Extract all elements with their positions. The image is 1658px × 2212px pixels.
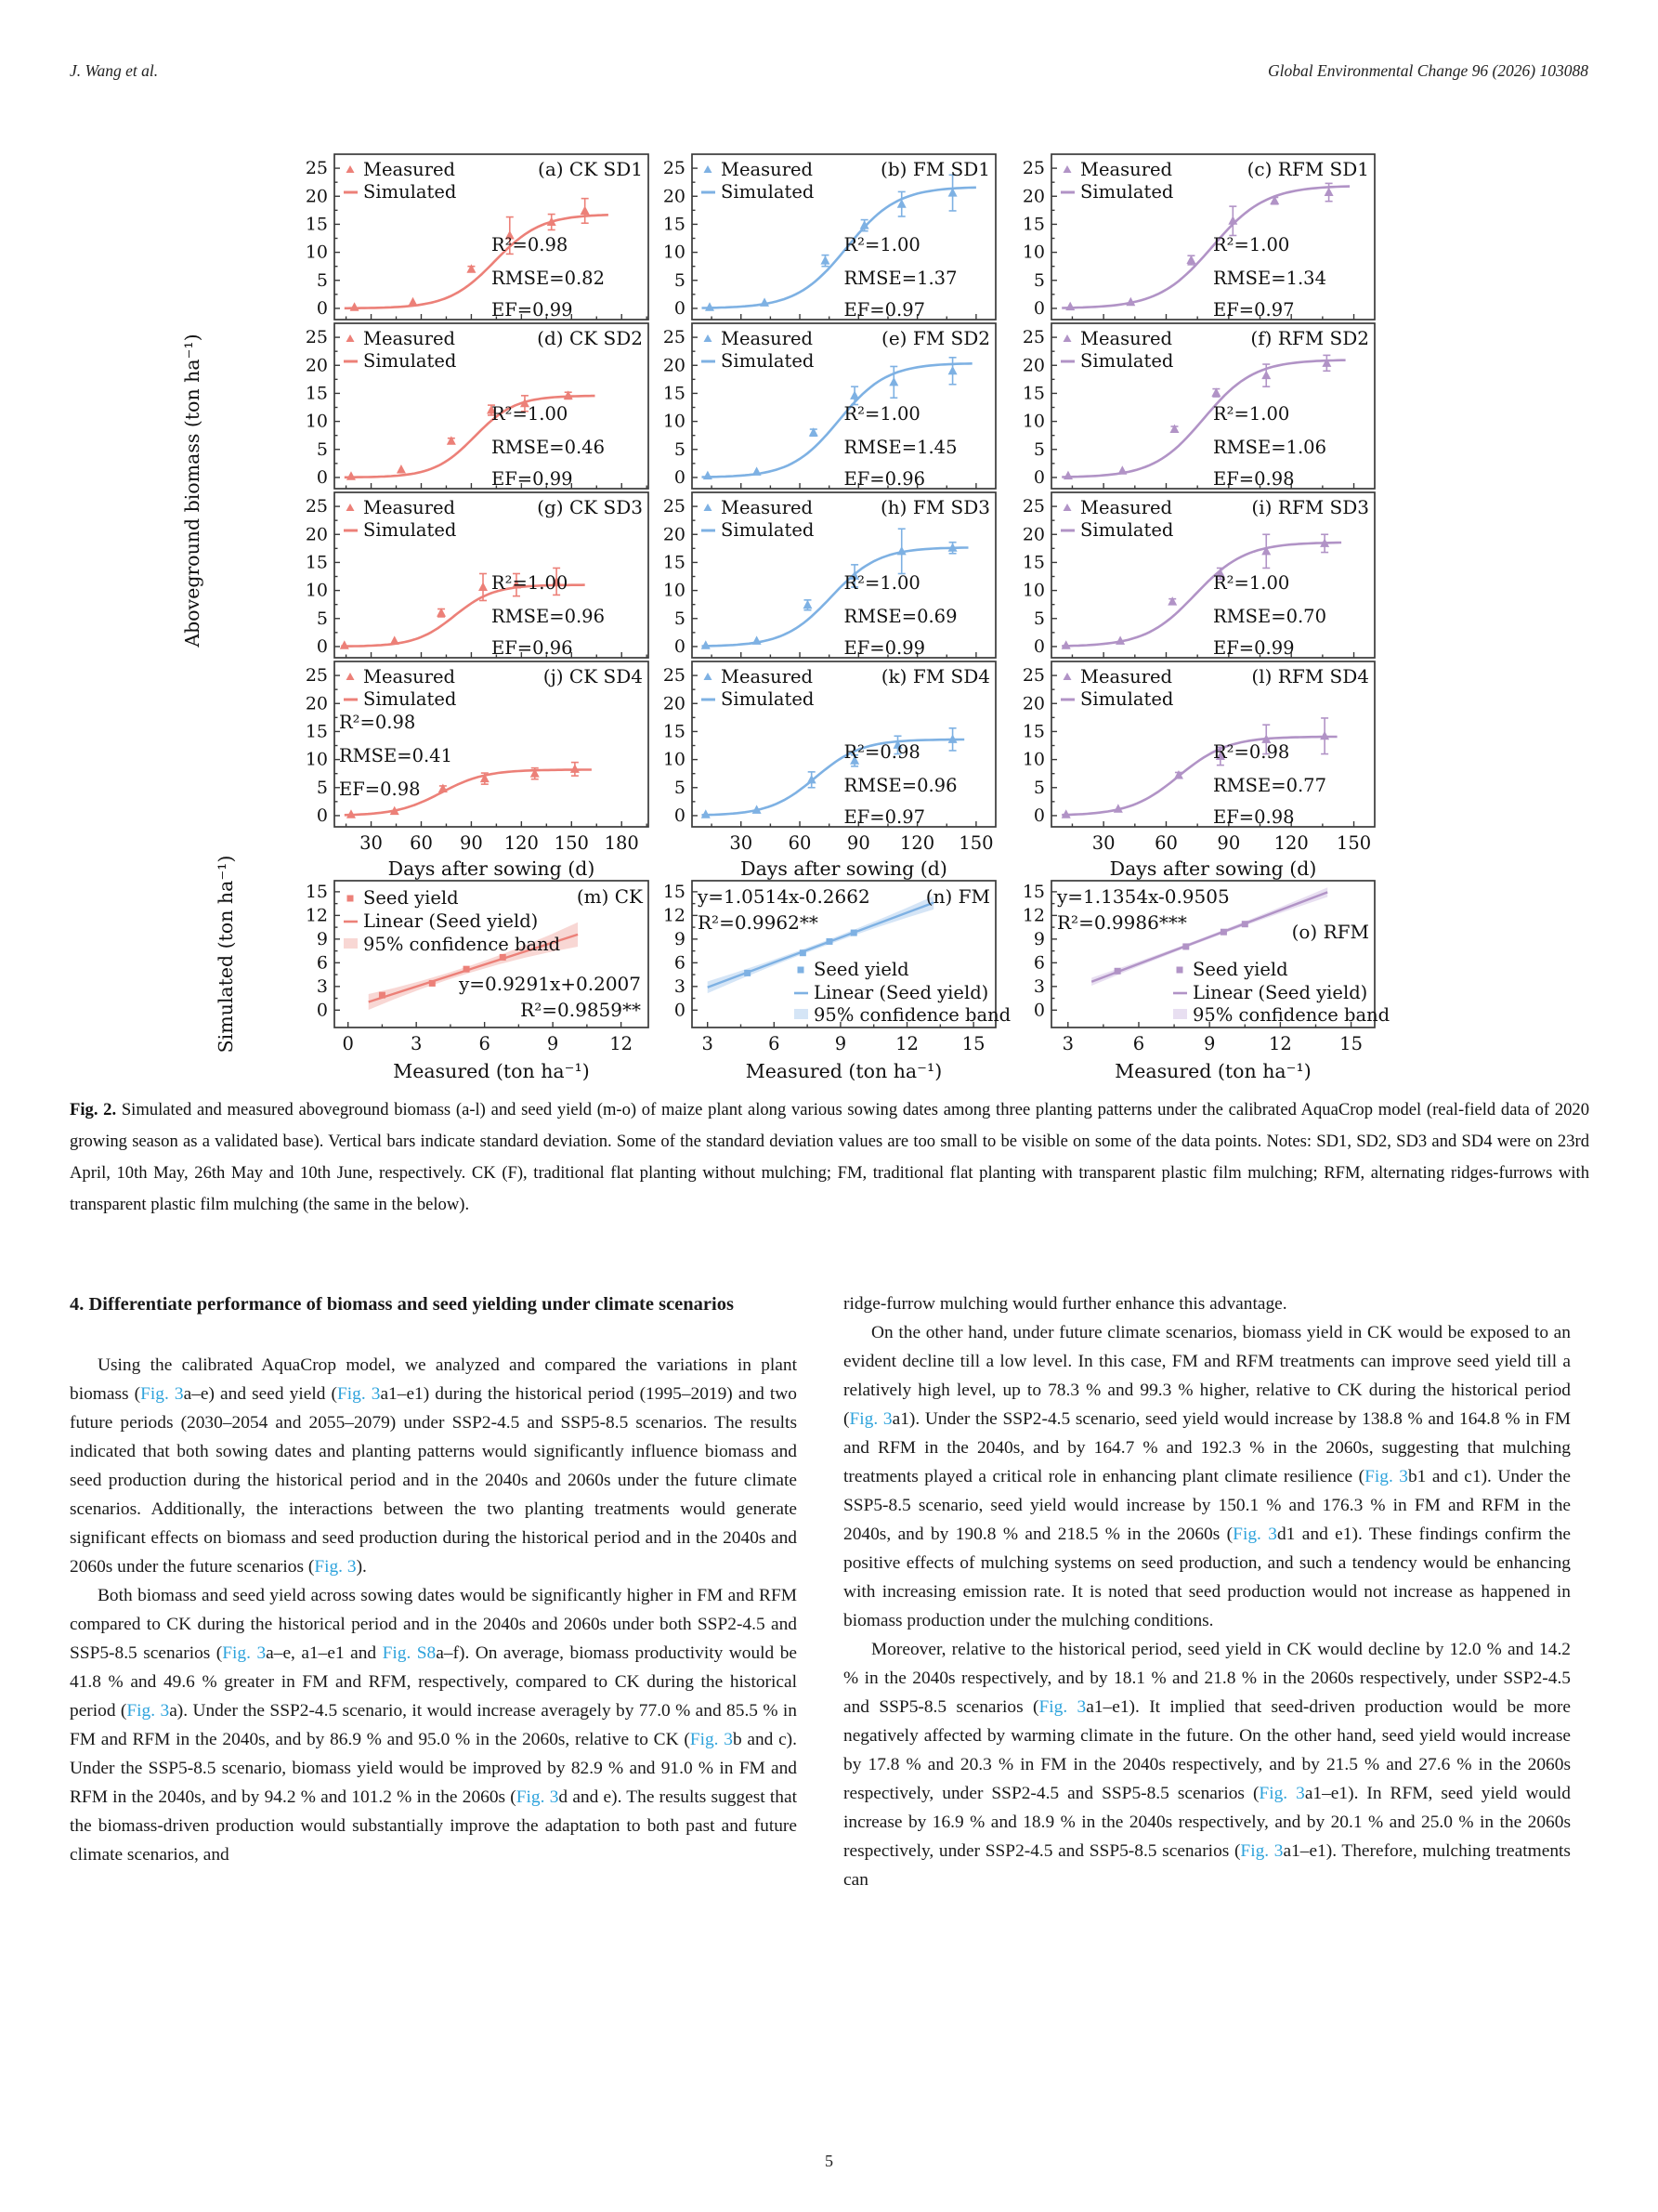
paragraph: Both biomass and seed yield across sowing dates would be significantly higher in FM and RFM compared to CK during the historical period and in the 2040s and 2060s under both SSP2-4.5 and SSP5-8.5 scenarios (Fig. 3a–e, a1–e1 and Fig. S8a–f). On average, biomass productivity would be 41.8 % and 49.6 % greater in FM and RFM, respectively, compared to CK during the historical period (Fig. 3a). Under the SSP2-4.5 scenario, it would increase averagely by 77.0 % and 85.5 % in FM and RFM in the 2040s, and by 86.9 % and 95.0 % in the 2060s, relative to CK (Fig. 3b and c). Under the SSP5-8.5 scenario, biomass yield would be improved by 82.9 % and 91.0 % in FM and RFM in the 2040s, and by 94.2 % and 101.2 % in the 2060s (Fig. 3d and e). The results suggest that the biomass-driven production would substantially improve the adaptation to both past and future climate scenarios, and	[70, 1586, 797, 1865]
figure-reference-link[interactable]: Fig. 3	[336, 1384, 381, 1404]
svg-text:60: 60	[410, 832, 433, 854]
svg-text:9: 9	[1033, 928, 1045, 949]
svg-text:20: 20	[662, 186, 685, 207]
svg-text:6: 6	[478, 1033, 490, 1054]
svg-text:Simulated: Simulated	[721, 688, 815, 710]
svg-text:5: 5	[316, 438, 328, 460]
svg-text:Simulated: Simulated	[721, 519, 815, 541]
svg-text:R²=1.00: R²=1.00	[1213, 403, 1290, 425]
svg-text:12: 12	[305, 905, 328, 926]
svg-text:0: 0	[1033, 466, 1045, 488]
svg-text:12: 12	[1268, 1033, 1292, 1054]
svg-text:R²=0.9986***: R²=0.9986***	[1057, 911, 1187, 934]
svg-text:20: 20	[1022, 693, 1045, 714]
svg-text:RMSE=0.96: RMSE=0.96	[491, 606, 605, 627]
svg-text:20: 20	[305, 524, 328, 545]
svg-text:10: 10	[662, 580, 685, 601]
figure-reference-link[interactable]: Fig. 3	[140, 1384, 184, 1404]
svg-text:0: 0	[673, 466, 685, 488]
svg-text:(e) FM SD2: (e) FM SD2	[881, 327, 990, 349]
svg-text:EF=0.97: EF=0.97	[843, 299, 926, 321]
svg-text:Measured: Measured	[363, 497, 456, 518]
svg-text:Days after sowing (d): Days after sowing (d)	[740, 857, 947, 880]
seed-yield-panel-m	[306, 881, 648, 1054]
svg-text:Simulated (ton ha⁻¹): Simulated (ton ha⁻¹)	[215, 855, 237, 1054]
svg-text:95% confidence band: 95% confidence band	[814, 1004, 1012, 1026]
svg-text:25: 25	[1022, 158, 1045, 179]
svg-text:(o) RFM: (o) RFM	[1291, 921, 1369, 943]
svg-text:10: 10	[662, 749, 685, 770]
svg-text:Measured: Measured	[1080, 328, 1173, 349]
svg-text:15: 15	[1022, 383, 1045, 404]
svg-text:Linear (Seed yield): Linear (Seed yield)	[363, 910, 539, 932]
svg-text:0: 0	[316, 805, 328, 826]
biomass-panel-k	[663, 661, 996, 854]
biomass-panel-g	[306, 492, 648, 659]
svg-text:9: 9	[673, 928, 685, 949]
svg-text:20: 20	[662, 524, 685, 545]
svg-text:3: 3	[410, 1033, 423, 1054]
svg-text:Simulated: Simulated	[721, 350, 815, 372]
svg-text:R²=1.00: R²=1.00	[1213, 572, 1290, 594]
figure-reference-link[interactable]: Fig. 3	[1240, 1841, 1284, 1861]
svg-text:5: 5	[1033, 269, 1045, 291]
svg-text:EF=0.99: EF=0.99	[843, 637, 926, 659]
svg-text:120: 120	[1273, 832, 1309, 854]
svg-text:Days after sowing (d): Days after sowing (d)	[387, 857, 595, 880]
svg-text:Days after sowing (d): Days after sowing (d)	[1109, 857, 1317, 880]
svg-text:0: 0	[1033, 805, 1045, 826]
svg-text:10: 10	[1022, 242, 1045, 263]
svg-text:25: 25	[662, 665, 685, 687]
svg-text:0: 0	[673, 805, 685, 826]
svg-text:15: 15	[662, 721, 685, 742]
svg-text:R²=1.00: R²=1.00	[843, 234, 920, 255]
svg-text:3: 3	[316, 975, 328, 997]
svg-text:5: 5	[673, 777, 685, 798]
svg-text:EF=0.99: EF=0.99	[491, 299, 573, 321]
svg-text:12: 12	[609, 1033, 633, 1054]
svg-text:6: 6	[768, 1033, 780, 1054]
svg-text:0: 0	[673, 635, 685, 657]
svg-text:20: 20	[1022, 524, 1045, 545]
svg-text:(i) RFM SD3: (i) RFM SD3	[1251, 496, 1369, 518]
svg-text:Measured: Measured	[721, 666, 814, 687]
svg-text:Simulated: Simulated	[363, 350, 457, 372]
svg-text:R²=1.00: R²=1.00	[843, 572, 920, 594]
svg-text:R²=0.98: R²=0.98	[1213, 741, 1290, 763]
svg-text:10: 10	[1022, 580, 1045, 601]
svg-text:(j) CK SD4: (j) CK SD4	[542, 665, 643, 687]
svg-text:25: 25	[305, 158, 328, 179]
svg-text:30: 30	[359, 832, 383, 854]
svg-text:25: 25	[305, 327, 328, 348]
svg-text:EF=0.98: EF=0.98	[1213, 806, 1295, 828]
svg-text:EF=0.96: EF=0.96	[491, 637, 573, 659]
svg-text:EF=0.96: EF=0.96	[843, 468, 926, 490]
svg-text:R²=1.00: R²=1.00	[491, 572, 568, 594]
running-head-journal: Global Environmental Change 96 (2026) 103088	[1268, 61, 1588, 80]
figure-reference-link[interactable]: Fig. 3	[1233, 1525, 1277, 1544]
svg-text:15: 15	[662, 383, 685, 404]
svg-text:Simulated: Simulated	[363, 181, 457, 203]
svg-text:5: 5	[673, 608, 685, 629]
svg-text:(l) RFM SD4: (l) RFM SD4	[1251, 665, 1369, 687]
svg-text:10: 10	[305, 749, 328, 770]
svg-text:0: 0	[316, 466, 328, 488]
figure-reference-link[interactable]: Fig. 3	[126, 1701, 170, 1721]
svg-text:15: 15	[662, 881, 685, 902]
svg-text:RMSE=1.45: RMSE=1.45	[843, 437, 958, 458]
svg-text:Linear (Seed yield): Linear (Seed yield)	[1193, 982, 1368, 1003]
svg-text:20: 20	[1022, 355, 1045, 376]
svg-text:(k) FM SD4: (k) FM SD4	[881, 665, 990, 687]
biomass-panel-a	[306, 154, 648, 321]
svg-text:RMSE=1.06: RMSE=1.06	[1213, 437, 1326, 458]
svg-text:15: 15	[305, 881, 328, 902]
body-column-right	[843, 1289, 1571, 1894]
svg-text:Measured: Measured	[363, 666, 456, 687]
svg-text:Measured (ton ha⁻¹): Measured (ton ha⁻¹)	[1115, 1060, 1312, 1082]
figure-reference-link[interactable]: Fig. 3	[222, 1643, 267, 1663]
svg-text:15: 15	[662, 214, 685, 235]
svg-text:(f) RFM SD2: (f) RFM SD2	[1250, 327, 1369, 349]
svg-text:95% confidence band: 95% confidence band	[363, 934, 561, 955]
svg-text:3: 3	[1033, 975, 1045, 997]
svg-text:10: 10	[1022, 411, 1045, 432]
svg-text:R²=1.00: R²=1.00	[1213, 234, 1290, 255]
svg-text:60: 60	[1155, 832, 1178, 854]
seed-yield-panel-n	[663, 881, 1011, 1054]
svg-text:Simulated: Simulated	[363, 519, 457, 541]
svg-text:(a) CK SD1: (a) CK SD1	[538, 158, 643, 180]
svg-text:5: 5	[316, 777, 328, 798]
svg-text:5: 5	[316, 269, 328, 291]
svg-text:10: 10	[662, 242, 685, 263]
svg-text:15: 15	[1022, 881, 1045, 902]
svg-text:R²=0.98: R²=0.98	[843, 741, 920, 763]
svg-text:(h) FM SD3: (h) FM SD3	[880, 496, 990, 518]
svg-text:RMSE=1.37: RMSE=1.37	[843, 268, 958, 289]
svg-text:180: 180	[604, 832, 639, 854]
svg-text:150: 150	[554, 832, 589, 854]
biomass-panel-j	[306, 661, 648, 854]
svg-text:15: 15	[305, 214, 328, 235]
figure-reference-link[interactable]: Fig. S8	[382, 1643, 437, 1663]
svg-text:6: 6	[673, 952, 685, 974]
svg-text:(g) CK SD3: (g) CK SD3	[537, 496, 643, 518]
biomass-panel-l	[1023, 661, 1375, 854]
svg-text:Simulated: Simulated	[1080, 350, 1174, 372]
svg-text:0: 0	[316, 297, 328, 319]
svg-text:Measured: Measured	[1080, 666, 1173, 687]
svg-text:Seed yield: Seed yield	[363, 887, 459, 909]
svg-text:Seed yield: Seed yield	[814, 959, 909, 980]
svg-text:RMSE=0.77: RMSE=0.77	[1213, 775, 1326, 796]
running-head-authors: J. Wang et al.	[70, 61, 159, 80]
svg-text:20: 20	[305, 186, 328, 207]
svg-text:15: 15	[305, 383, 328, 404]
section-heading: 4. Differentiate performance of biomass and seed yielding under climate scenarios	[70, 1294, 734, 1315]
biomass-panel-h	[663, 492, 996, 659]
svg-text:0: 0	[316, 1000, 328, 1021]
svg-text:RMSE=0.69: RMSE=0.69	[843, 606, 958, 627]
svg-text:6: 6	[1132, 1033, 1145, 1054]
svg-text:Simulated: Simulated	[721, 181, 815, 203]
svg-text:RMSE=0.96: RMSE=0.96	[843, 775, 958, 796]
svg-text:25: 25	[1022, 496, 1045, 517]
svg-text:0: 0	[673, 297, 685, 319]
svg-text:9: 9	[1203, 1033, 1216, 1054]
body-column-left	[70, 1289, 797, 1869]
svg-text:90: 90	[846, 832, 870, 854]
svg-text:30: 30	[1091, 832, 1116, 854]
svg-text:EF=0.98: EF=0.98	[1213, 468, 1295, 490]
svg-text:15: 15	[662, 552, 685, 573]
svg-text:RMSE=0.82: RMSE=0.82	[491, 268, 605, 289]
svg-text:R²=0.98: R²=0.98	[491, 234, 568, 255]
svg-text:Aboveground biomass (ton ha⁻¹): Aboveground biomass (ton ha⁻¹)	[181, 334, 203, 648]
page-number: 5	[825, 2152, 833, 2170]
svg-text:150: 150	[959, 832, 994, 854]
svg-text:25: 25	[662, 158, 685, 179]
svg-text:25: 25	[305, 496, 328, 517]
figure-reference-link[interactable]: Fig. 3	[314, 1557, 357, 1577]
svg-text:Measured (ton ha⁻¹): Measured (ton ha⁻¹)	[745, 1060, 943, 1082]
svg-text:15: 15	[305, 552, 328, 573]
svg-text:10: 10	[305, 411, 328, 432]
svg-text:12: 12	[895, 1033, 919, 1054]
svg-text:20: 20	[305, 693, 328, 714]
svg-text:R²=1.00: R²=1.00	[491, 403, 568, 425]
svg-text:120: 120	[899, 832, 935, 854]
figure-caption-text: Simulated and measured aboveground biomass (a-l) and seed yield (m-o) of maize plant along various sowing dates among three planting patterns under the calibrated AquaCrop model (real-field data of 2020 growing season as a validated base). Vertical bars indicate standard deviation. Some of the standard deviation values are too small to be visible on some of the data points. Notes: SD1, SD2, SD3 and SD4 were on 23rd April, 10th May, 26th May and 10th June, respectively. CK (F), traditional flat planting without mulching; FM, traditional flat planting with transparent plastic film mulching; RFM, alternating ridges-furrows with transparent plastic film mulching (the same in the below).	[70, 1100, 1589, 1214]
svg-text:y=0.9291x+0.2007: y=0.9291x+0.2007	[458, 973, 641, 995]
svg-text:(c) RFM SD1: (c) RFM SD1	[1247, 158, 1369, 180]
svg-text:25: 25	[305, 665, 328, 687]
svg-text:R²=1.00: R²=1.00	[843, 403, 920, 425]
figure-reference-link[interactable]: Fig. 3	[516, 1787, 559, 1807]
svg-text:5: 5	[316, 608, 328, 629]
svg-text:Measured: Measured	[721, 159, 814, 180]
paragraph: Using the calibrated AquaCrop model, we analyzed and compared the variations in plant biomass (Fig. 3a–e) and seed yield (Fig. 3a1–e1) during the historical period (1995–2019) and two future periods (2030–2054 and 2055–2079) under SSP2-4.5 and SSP5-8.5 scenarios. The results indicated that both sowing dates and planting patterns would significantly influence biomass and seed production during the historical period and in the 2040s and 2060s under the future climate scenarios. Additionally, the interactions between the two planting treatments would generate significant effects on biomass and seed production during the historical period and in the 2040s and 2060s under the future scenarios (Fig. 3).	[70, 1355, 798, 1577]
svg-text:0: 0	[316, 635, 328, 657]
svg-text:6: 6	[1033, 952, 1045, 974]
svg-text:5: 5	[1033, 608, 1045, 629]
figure-2-canvas	[176, 100, 1444, 1087]
svg-text:0: 0	[1033, 635, 1045, 657]
svg-text:9: 9	[546, 1033, 559, 1054]
svg-text:Measured: Measured	[721, 328, 814, 349]
svg-text:EF=0.99: EF=0.99	[1213, 637, 1295, 659]
svg-text:0: 0	[1033, 297, 1045, 319]
svg-text:120: 120	[503, 832, 539, 854]
biomass-panel-e	[663, 323, 996, 490]
svg-text:EF=0.99: EF=0.99	[491, 468, 573, 490]
svg-text:15: 15	[1022, 552, 1045, 573]
svg-text:25: 25	[662, 327, 685, 348]
svg-text:150: 150	[1336, 832, 1372, 854]
svg-text:Measured: Measured	[721, 497, 814, 518]
svg-text:60: 60	[788, 832, 812, 854]
figure-reference-link[interactable]: Fig. 3	[689, 1730, 733, 1749]
svg-text:15: 15	[961, 1033, 986, 1054]
svg-text:RMSE=1.34: RMSE=1.34	[1213, 268, 1326, 289]
svg-text:90: 90	[460, 832, 483, 854]
svg-text:Measured: Measured	[363, 159, 456, 180]
paragraph: Moreover, relative to the historical period, seed yield in CK would decline by 12.0 % and 14.2 % in the 2040s respectively, and by 18.1 % and 21.8 % in the 2060s respectively, under SSP2-4.5 and SSP5-8.5 scenarios (Fig. 3a1–e1). It implied that seed-driven production would be more negatively affected by warming climate in the future. On the other hand, seed yield would increase by 17.8 % and 20.3 % in FM in the 2040s respectively, and by 21.5 % and 27.6 % in the 2060s respectively, under SSP2-4.5 and SSP5-8.5 scenarios (Fig. 3a1–e1). In RFM, seed yield would increase by 16.9 % and 18.9 % in the 2040s respectively, and by 20.1 % and 25.0 % in the 2060s respectively, under SSP2-4.5 and SSP5-8.5 scenarios (Fig. 3a1–e1). Therefore, mulching treatments can	[843, 1640, 1571, 1890]
svg-text:20: 20	[662, 355, 685, 376]
biomass-panel-f	[1023, 323, 1375, 490]
figure-reference-link[interactable]: Fig. 3	[1364, 1467, 1408, 1486]
svg-text:Simulated: Simulated	[1080, 519, 1174, 541]
svg-text:3: 3	[701, 1033, 713, 1054]
svg-text:Linear (Seed yield): Linear (Seed yield)	[814, 982, 989, 1003]
paragraph: ridge-furrow mulching would further enhance this advantage.	[843, 1294, 1287, 1314]
biomass-panel-c	[1023, 154, 1375, 321]
svg-text:20: 20	[305, 355, 328, 376]
svg-text:5: 5	[673, 269, 685, 291]
figure-reference-link[interactable]: Fig. 3	[1038, 1697, 1087, 1717]
svg-text:Simulated: Simulated	[363, 688, 457, 710]
svg-text:Measured (ton ha⁻¹): Measured (ton ha⁻¹)	[393, 1060, 590, 1082]
svg-text:EF=0.97: EF=0.97	[1213, 299, 1295, 321]
svg-text:RMSE=0.41: RMSE=0.41	[339, 745, 452, 766]
svg-text:Simulated: Simulated	[1080, 181, 1174, 203]
svg-text:RMSE=0.70: RMSE=0.70	[1213, 606, 1326, 627]
svg-text:10: 10	[305, 580, 328, 601]
svg-text:10: 10	[305, 242, 328, 263]
svg-text:EF=0.97: EF=0.97	[843, 806, 926, 828]
biomass-panel-i	[1023, 492, 1375, 659]
svg-text:9: 9	[834, 1033, 847, 1054]
svg-text:0: 0	[342, 1033, 354, 1054]
svg-text:0: 0	[1033, 1000, 1045, 1021]
svg-text:10: 10	[662, 411, 685, 432]
seed-yield-panel-o	[1023, 881, 1390, 1054]
svg-text:(n) FM: (n) FM	[925, 885, 990, 908]
paragraph: On the other hand, under future climate scenarios, biomass yield in CK would be exposed to an evident decline till a low level. In this case, FM and RFM treatments can improve seed yield till a relatively high level, up to 78.3 % and 99.3 % higher, relative to CK during the historical period (Fig. 3a1). Under the SSP2-4.5 scenario, seed yield would increase by 138.8 % and 164.8 % in FM and RFM in the 2040s, and by 164.7 % and 192.3 % in the 2060s, suggesting that mulching treatments played a critical role in enhancing plant climate resilience (Fig. 3b1 and c1). Under the SSP5-8.5 scenario, seed yield would increase by 150.1 % and 176.3 % in FM and RFM in the 2040s, and by 190.8 % and 218.5 % in the 2060s (Fig. 3d1 and e1). These findings confirm the positive effects of mulching systems on seed production, and such a tendency would be enhancing with increasing emission rate. It is noted that seed production would not increase as happened in biomass production under the mulching conditions.	[843, 1323, 1572, 1630]
figure-caption-label: Fig. 2.	[70, 1100, 117, 1119]
svg-text:10: 10	[1022, 749, 1045, 770]
biomass-panel-d	[306, 323, 648, 490]
svg-text:y=1.1354x-0.9505: y=1.1354x-0.9505	[1057, 885, 1230, 908]
svg-text:15: 15	[1022, 214, 1045, 235]
svg-text:0: 0	[673, 1000, 685, 1021]
svg-text:12: 12	[662, 905, 685, 926]
svg-text:25: 25	[1022, 665, 1045, 687]
svg-text:Seed yield: Seed yield	[1193, 959, 1288, 980]
svg-text:20: 20	[1022, 186, 1045, 207]
svg-text:Measured: Measured	[1080, 497, 1173, 518]
svg-text:12: 12	[1022, 905, 1045, 926]
svg-text:Measured: Measured	[363, 328, 456, 349]
svg-text:15: 15	[1339, 1033, 1364, 1054]
svg-text:25: 25	[1022, 327, 1045, 348]
svg-text:30: 30	[729, 832, 753, 854]
svg-text:15: 15	[1022, 721, 1045, 742]
figure-caption	[70, 1094, 1589, 1221]
svg-text:90: 90	[1217, 832, 1241, 854]
svg-text:3: 3	[673, 975, 685, 997]
svg-text:R²=0.9859**: R²=0.9859**	[520, 999, 641, 1021]
svg-text:5: 5	[1033, 438, 1045, 460]
svg-text:EF=0.98: EF=0.98	[339, 779, 421, 800]
svg-text:RMSE=0.46: RMSE=0.46	[491, 437, 605, 458]
svg-text:15: 15	[305, 721, 328, 742]
svg-text:R²=0.98: R²=0.98	[339, 712, 416, 733]
figure-reference-link[interactable]: Fig. 3	[1259, 1784, 1305, 1803]
svg-text:R²=0.9962**: R²=0.9962**	[698, 911, 818, 934]
figure-reference-link[interactable]: Fig. 3	[849, 1409, 893, 1429]
svg-text:(m) CK: (m) CK	[576, 885, 643, 908]
svg-text:20: 20	[662, 693, 685, 714]
svg-text:y=1.0514x-0.2662: y=1.0514x-0.2662	[698, 885, 870, 908]
svg-text:95% confidence band: 95% confidence band	[1193, 1004, 1390, 1026]
svg-text:(b) FM SD1: (b) FM SD1	[881, 158, 990, 180]
svg-text:5: 5	[1033, 777, 1045, 798]
svg-text:5: 5	[673, 438, 685, 460]
svg-text:Measured: Measured	[1080, 159, 1173, 180]
figure-2	[176, 100, 1444, 1087]
svg-text:6: 6	[316, 952, 328, 974]
svg-text:25: 25	[662, 496, 685, 517]
svg-text:9: 9	[316, 928, 328, 949]
svg-text:3: 3	[1062, 1033, 1074, 1054]
svg-text:(d) CK SD2: (d) CK SD2	[537, 327, 643, 349]
svg-text:Simulated: Simulated	[1080, 688, 1174, 710]
biomass-panel-b	[663, 154, 996, 321]
